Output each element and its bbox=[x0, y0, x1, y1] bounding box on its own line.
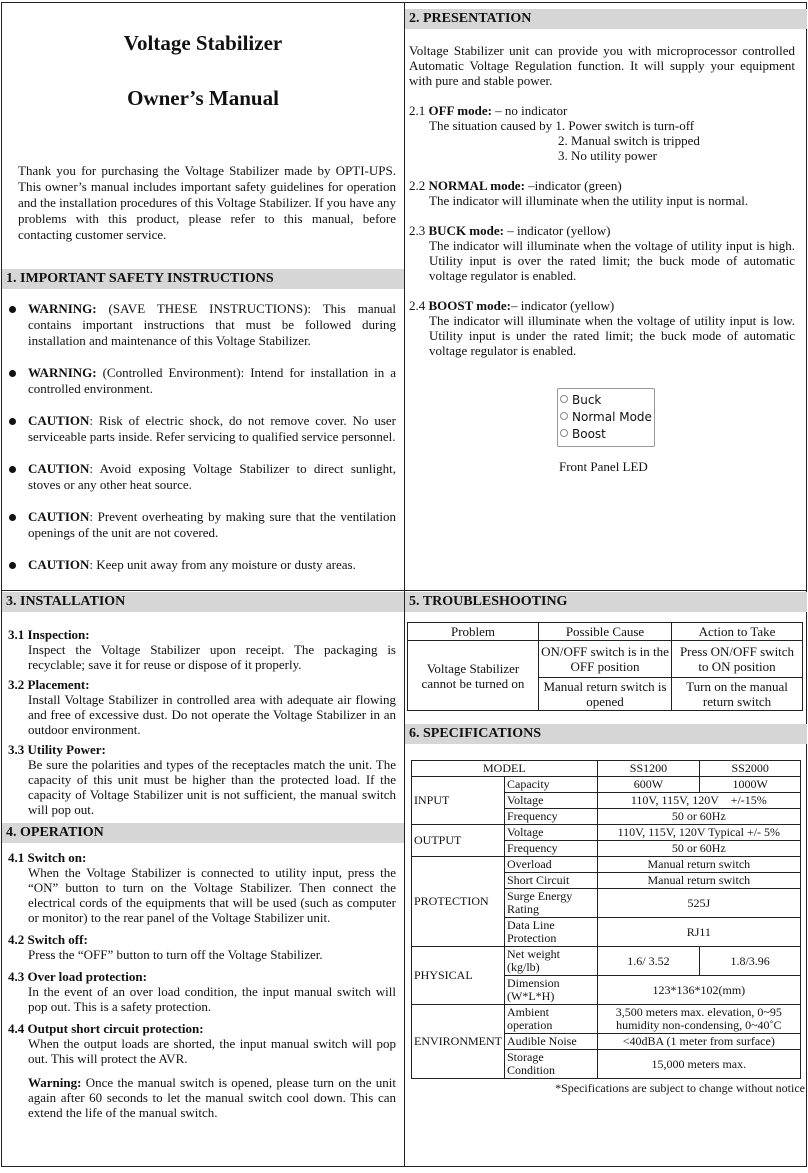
bullet-icon bbox=[9, 370, 16, 377]
overload-text: In the event of an over load condition, the input manual switch will pop out. This is a safety protection. bbox=[28, 984, 396, 1014]
switch-off-text: Press the “OFF” button to turn off the Voltage Stabilizer. bbox=[28, 947, 323, 962]
safety-item: CAUTION: Prevent overheating by making sure that the ventilation openings of the unit are not covered. bbox=[2, 509, 404, 541]
switch-on-title: 4.1 Switch on: bbox=[8, 850, 87, 865]
led-boost: Boost bbox=[560, 426, 652, 443]
spec-label: Short Circuit bbox=[505, 873, 598, 889]
environment-group: ENVIRONMENT bbox=[412, 1005, 505, 1079]
off-mode-line2: 2. Manual switch is tripped bbox=[558, 133, 700, 148]
action-cell: Turn on the manual return switch bbox=[672, 678, 803, 711]
table-row bbox=[412, 777, 801, 793]
table-row bbox=[412, 857, 801, 873]
led-indicator-icon bbox=[560, 395, 568, 403]
spec-value: 600W bbox=[597, 777, 700, 793]
spec-value: 3,500 meters max. elevation, 0~95 humidity non-condensing, 0~40˚C bbox=[597, 1005, 800, 1034]
table-row bbox=[412, 947, 801, 976]
front-panel-led bbox=[557, 388, 655, 447]
led-indicator-icon bbox=[560, 429, 568, 437]
warning-text: Warning: Once the manual switch is opened, please turn on the unit again after 60 seconds to let the manual switch cool down. This can extend the life of the manual switch. bbox=[28, 1075, 396, 1120]
specs-note: *Specifications are subject to change without notice bbox=[555, 1081, 805, 1095]
bullet-icon bbox=[9, 306, 16, 313]
manual-page bbox=[1, 2, 807, 1167]
switch-off-title: 4.2 Switch off: bbox=[8, 932, 88, 947]
presentation-panel bbox=[405, 3, 807, 590]
table-header-row bbox=[408, 623, 803, 641]
installation-operation-panel bbox=[2, 591, 404, 1168]
safety-heading: 1. IMPORTANT SAFETY INSTRUCTIONS bbox=[2, 269, 404, 289]
troubleshooting-heading: 5. TROUBLESHOOTING bbox=[405, 592, 807, 612]
short-circuit-title: 4.4 Output short circuit protection: bbox=[8, 1021, 204, 1036]
buck-mode-desc: The indicator will illuminate when the voltage of utility input is high. Utility input is over the rated limit; the buck mode of automatic voltage regulator is enabled. bbox=[429, 238, 795, 283]
cover-and-safety-panel bbox=[2, 3, 404, 590]
spec-label: Capacity bbox=[505, 777, 598, 793]
led-normal: Normal Mode bbox=[560, 409, 652, 426]
table-row bbox=[412, 1005, 801, 1034]
placement-title: 3.2 Placement: bbox=[8, 677, 90, 692]
specifications-table bbox=[411, 760, 801, 1079]
document-subtitle: Owner’s Manual bbox=[127, 86, 279, 110]
cause-cell: Manual return switch is opened bbox=[539, 678, 672, 711]
model-ss2000: SS2000 bbox=[700, 761, 801, 777]
spec-label: Voltage bbox=[505, 825, 598, 841]
spec-label: Audible Noise bbox=[505, 1034, 598, 1050]
protection-group: PROTECTION bbox=[412, 857, 505, 947]
normal-mode-desc: The indicator will illuminate when the utility input is normal. bbox=[429, 193, 749, 208]
table-row bbox=[408, 641, 803, 678]
spec-value: 15,000 meters max. bbox=[597, 1050, 800, 1079]
presentation-heading: 2. PRESENTATION bbox=[405, 9, 807, 29]
utility-text: Be sure the polarities and types of the receptacles match the unit. The capacity of this unit must be higher than the protected load. If the capacity of Voltage Stabilizer unit is not sufficient, the manual switch will pop out. bbox=[28, 757, 396, 817]
physical-group: PHYSICAL bbox=[412, 947, 505, 1005]
model-label: MODEL bbox=[412, 761, 598, 777]
bullet-icon bbox=[9, 514, 16, 521]
inspection-text: Inspect the Voltage Stabilizer upon receipt. The packaging is recyclable; save it for reuse or dispose of it properly. bbox=[28, 642, 396, 672]
spec-value: 110V, 115V, 120V +/-15% bbox=[597, 793, 800, 809]
led-caption: Front Panel LED bbox=[559, 459, 648, 474]
short-circuit-text: When the output loads are shorted, the input manual switch will pop out. This will protect the AVR. bbox=[28, 1036, 396, 1066]
led-buck: Buck bbox=[560, 392, 652, 409]
placement-text: Install Voltage Stabilizer in controlled area with adequate air flowing and free of excessive dust. Do not operate the Voltage Stabilizer in an outdoor environment. bbox=[28, 692, 396, 737]
spec-value: 1.8/3.96 bbox=[700, 947, 801, 976]
safety-list bbox=[2, 301, 404, 573]
table-row bbox=[412, 761, 801, 777]
cause-cell: ON/OFF switch is in the OFF position bbox=[539, 641, 672, 678]
spec-value: 110V, 115V, 120V Typical +/- 5% bbox=[597, 825, 800, 841]
spec-label: Storage Condition bbox=[505, 1050, 598, 1079]
bullet-icon bbox=[9, 562, 16, 569]
led-indicator-icon bbox=[560, 412, 568, 420]
header-action: Action to Take bbox=[672, 623, 803, 641]
bullet-icon bbox=[9, 466, 16, 473]
spec-value: 50 or 60Hz bbox=[597, 809, 800, 825]
spec-label: Frequency bbox=[505, 841, 598, 857]
spec-value: Manual return switch bbox=[597, 857, 800, 873]
header-cause: Possible Cause bbox=[539, 623, 672, 641]
off-mode-title: 2.1 OFF mode: – no indicator bbox=[409, 103, 568, 118]
spec-label: Data Line Protection bbox=[505, 918, 598, 947]
spec-label: Voltage bbox=[505, 793, 598, 809]
safety-item: WARNING: (Controlled Environment): Intend for installation in a controlled environment. bbox=[2, 365, 404, 397]
boost-mode-title: 2.4 BOOST mode:– indicator (yellow) bbox=[409, 298, 615, 313]
spec-value: 1000W bbox=[700, 777, 801, 793]
off-mode-line1: The situation caused by 1. Power switch is turn-off bbox=[429, 118, 695, 133]
action-cell: Press ON/OFF switch to ON position bbox=[672, 641, 803, 678]
troubleshooting-specs-panel bbox=[405, 591, 807, 1168]
utility-title: 3.3 Utility Power: bbox=[8, 742, 106, 757]
spec-value: <40dBA (1 meter from surface) bbox=[597, 1034, 800, 1050]
spec-value: 1.6/ 3.52 bbox=[597, 947, 700, 976]
troubleshooting-table bbox=[407, 622, 803, 711]
boost-mode-desc: The indicator will illuminate when the voltage of utility input is low. Utility input is under the rated limit; the buck mode of automatic voltage regulator is enabled. bbox=[429, 313, 795, 358]
switch-on-text: When the Voltage Stabilizer is connected to utility input, press the “ON” button to turn on the Voltage Stabilizer. Then connect the electrical cords of the equipments that will be used (such as computer or monitor) to the rear panel of the Voltage Stabilizer unit. bbox=[28, 865, 396, 925]
presentation-intro: Voltage Stabilizer unit can provide you with microprocessor controlled Automatic Voltage Regulation function. It will supply your equipment with pure and stable power. bbox=[409, 43, 795, 88]
operation-heading: 4. OPERATION bbox=[2, 823, 404, 843]
overload-title: 4.3 Over load protection: bbox=[8, 969, 147, 984]
spec-value: 123*136*102(mm) bbox=[597, 976, 800, 1005]
problem-cell: Voltage Stabilizer cannot be turned on bbox=[408, 641, 539, 711]
intro-paragraph: Thank you for purchasing the Voltage Stabilizer made by OPTI-UPS. This owner’s manual includes important safety guidelines for operation and the installation procedures of this Voltage Stabilizer. If you have any problems with this product, please refer to this manual, before contacting customer service. bbox=[18, 163, 396, 242]
spec-label: Frequency bbox=[505, 809, 598, 825]
safety-item: WARNING: (SAVE THESE INSTRUCTIONS): This manual contains important instructions that must be followed during installation and maintenance of this Voltage Stabilizer. bbox=[2, 301, 404, 349]
input-group: INPUT bbox=[412, 777, 505, 825]
spec-label: Surge Energy Rating bbox=[505, 889, 598, 918]
spec-label: Ambient operation bbox=[505, 1005, 598, 1034]
spec-value: Manual return switch bbox=[597, 873, 800, 889]
specifications-heading: 6. SPECIFICATIONS bbox=[405, 724, 807, 744]
header-problem: Problem bbox=[408, 623, 539, 641]
installation-heading: 3. INSTALLATION bbox=[2, 592, 404, 612]
buck-mode-title: 2.3 BUCK mode: – indicator (yellow) bbox=[409, 223, 611, 238]
spec-value: RJ11 bbox=[597, 918, 800, 947]
bullet-icon bbox=[9, 418, 16, 425]
spec-label: Dimension (W*L*H) bbox=[505, 976, 598, 1005]
normal-mode-title: 2.2 NORMAL mode: –indicator (green) bbox=[409, 178, 622, 193]
safety-item: CAUTION: Keep unit away from any moisture or dusty areas. bbox=[2, 557, 404, 573]
model-ss1200: SS1200 bbox=[597, 761, 700, 777]
safety-item: CAUTION: Risk of electric shock, do not remove cover. No user serviceable parts inside. Refer servicing to qualified service personnel. bbox=[2, 413, 404, 445]
off-mode-line3: 3. No utility power bbox=[558, 148, 657, 163]
spec-label: Overload bbox=[505, 857, 598, 873]
spec-value: 50 or 60Hz bbox=[597, 841, 800, 857]
document-title: Voltage Stabilizer bbox=[123, 31, 283, 55]
spec-value: 525J bbox=[597, 889, 800, 918]
table-row bbox=[412, 825, 801, 841]
inspection-title: 3.1 Inspection: bbox=[8, 627, 90, 642]
output-group: OUTPUT bbox=[412, 825, 505, 857]
safety-item: CAUTION: Avoid exposing Voltage Stabilizer to direct sunlight, stoves or any other heat source. bbox=[2, 461, 404, 493]
spec-label: Net weight (kg/lb) bbox=[505, 947, 598, 976]
